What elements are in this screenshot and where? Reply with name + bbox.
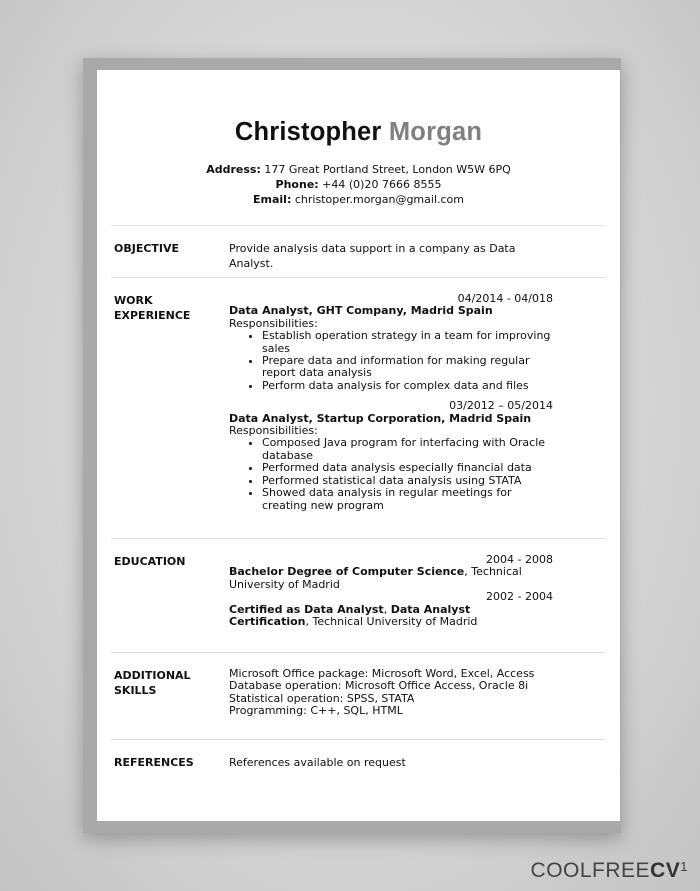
address-line [97, 162, 620, 177]
responsibilities-label: Responsibilities: [229, 316, 318, 330]
references-heading: REFERENCES [114, 756, 194, 769]
certification-name: Data Analyst Certification [229, 602, 471, 629]
skills-heading-line-1: ADDITIONAL [114, 669, 191, 682]
degree-name: Certified as Data Analyst [229, 602, 384, 616]
education-dates: 2002 - 2004 [486, 590, 553, 604]
resume-page [97, 70, 620, 821]
email-label: Email: [253, 193, 292, 206]
list-item: • Performed data analysis especially financial data [262, 462, 553, 474]
list-item: • Performed statistical data analysis using STATA [262, 475, 553, 487]
skill-line: Programming: C++, SQL, HTML [229, 704, 403, 718]
skill-line: Database operation: Microsoft Office Access, Oracle 8i [229, 679, 529, 693]
work-heading-line-1: WORK [114, 294, 153, 307]
section-divider [111, 225, 605, 226]
section-divider [111, 538, 605, 539]
job-dates: 04/2014 - 04/018 [457, 292, 553, 305]
job-entry [229, 400, 553, 512]
list-item: • Establish operation strategy in a team for improving sales [262, 330, 553, 355]
last-name: Morgan [388, 118, 483, 146]
education-dates: 2004 - 2008 [486, 553, 553, 566]
work-heading-line-2: EXPERIENCE [114, 309, 191, 322]
work-experience-content [229, 293, 553, 512]
responsibilities-list [229, 437, 553, 511]
objective-heading: OBJECTIVE [114, 242, 180, 255]
resume-name [97, 118, 620, 147]
list-item: • Prepare data and information for making regular report data analysis [262, 355, 553, 380]
references-text: References available on request [229, 756, 406, 769]
school-name: , Technical University of Madrid [229, 565, 522, 591]
list-item: • Perform data analysis for complex data and files [262, 380, 553, 392]
job-title: Data Analyst, Startup Corporation, Madrid Spain [229, 411, 532, 425]
phone-value: +44 (0)20 7666 8555 [322, 178, 442, 191]
skill-line: Microsoft Office package: Microsoft Word, Excel, Access [229, 667, 535, 680]
section-divider [111, 739, 605, 740]
phone-line [97, 177, 620, 192]
work-experience-heading [114, 293, 190, 323]
education-detail [229, 604, 553, 629]
contact-block [97, 162, 620, 207]
address-value: 177 Great Portland Street, London W5W 6PQ [264, 163, 511, 176]
brand-cv: CV [650, 859, 681, 882]
education-content [229, 554, 553, 628]
phone-label: Phone: [275, 178, 319, 191]
list-item: • Composed Java program for interfacing with Oracle database [262, 437, 553, 462]
brand-mark: 1 [680, 859, 688, 874]
responsibilities-label: Responsibilities: [229, 424, 318, 438]
objective-text: Provide analysis data support in a company as Data Analyst. [229, 242, 516, 270]
list-item: • Showed data analysis in regular meetings for creating new program [262, 487, 553, 512]
skills-heading-line-2: SKILLS [114, 684, 157, 697]
section-divider [111, 652, 605, 653]
education-entry [229, 591, 553, 628]
brand-text: COOLFREE [530, 859, 651, 882]
skill-line: Statistical operation: SPSS, STATA [229, 691, 415, 705]
coolfreecv-logo [531, 859, 688, 883]
email-line [97, 192, 620, 207]
skills-heading [114, 668, 191, 698]
job-entry [229, 293, 553, 392]
responsibilities-list [229, 330, 553, 392]
email-value: christoper.morgan@gmail.com [294, 193, 464, 206]
degree-name: Bachelor Degree of Computer Science [229, 565, 465, 579]
address-label: Address: [206, 163, 261, 176]
first-name: Christopher [234, 118, 382, 146]
school-name: , Technical University of Madrid [305, 615, 478, 629]
job-title: Data Analyst, GHT Company, Madrid Spain [229, 304, 493, 318]
separator: , [383, 602, 391, 616]
education-detail [229, 566, 553, 591]
education-heading: EDUCATION [114, 555, 186, 568]
skills-content [229, 668, 553, 718]
job-dates: 03/2012 – 05/2014 [449, 399, 553, 413]
section-divider [111, 277, 605, 278]
education-entry [229, 554, 553, 591]
